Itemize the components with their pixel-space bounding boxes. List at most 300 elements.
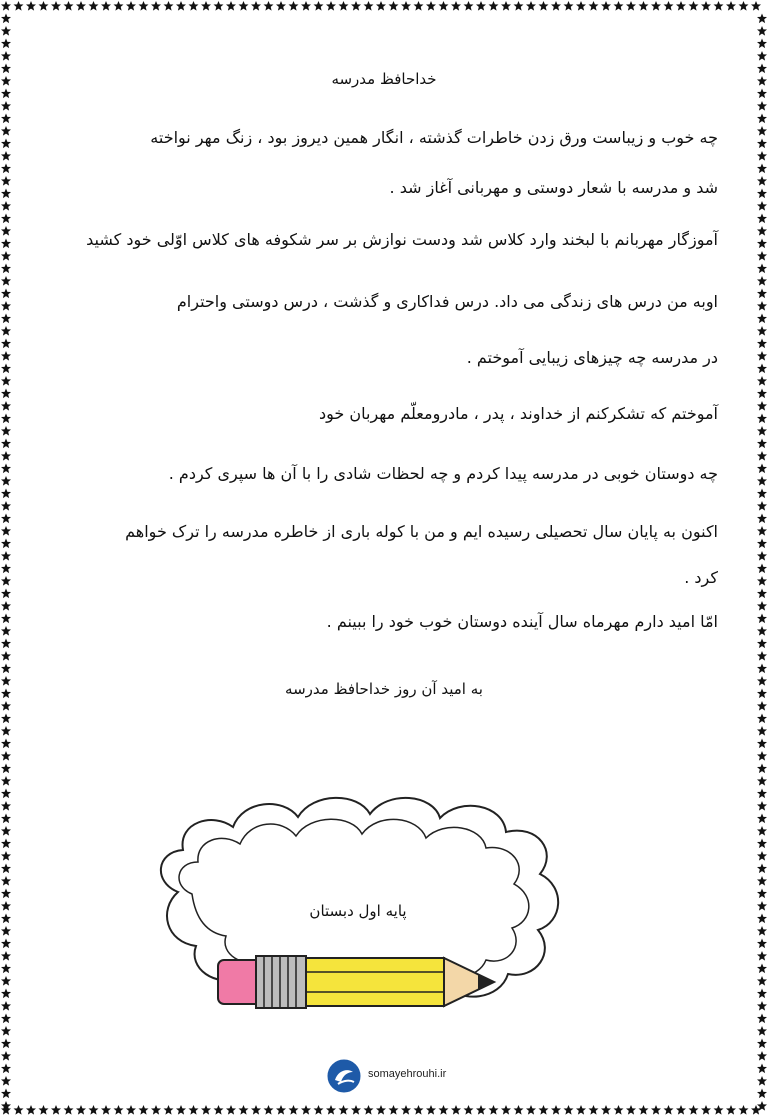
border-star	[739, 1, 749, 11]
border-star	[1, 789, 11, 799]
border-star	[576, 1105, 586, 1115]
border-star	[639, 1, 649, 11]
text-line-3: آموزگار مهربانم با لبخند وارد کلاس شد ودست نوازش بر سر شکوفه های کلاس اوّلی خود کشید	[86, 230, 718, 249]
border-star	[651, 1105, 661, 1115]
border-star	[1, 314, 11, 324]
border-star	[757, 951, 767, 961]
border-star	[757, 901, 767, 911]
border-star	[757, 26, 767, 36]
border-star	[264, 1, 274, 11]
border-star	[539, 1105, 549, 1115]
border-star	[514, 1105, 524, 1115]
border-star	[701, 1105, 711, 1115]
website-text: somayehrouhi.ir	[368, 1068, 447, 1080]
border-star	[1, 426, 11, 436]
border-star	[726, 1105, 736, 1115]
border-star	[51, 1105, 61, 1115]
border-star	[757, 1026, 767, 1036]
border-star	[757, 326, 767, 336]
border-star	[757, 114, 767, 124]
border-star	[414, 1105, 424, 1115]
border-star	[757, 701, 767, 711]
border-star	[1, 839, 11, 849]
border-star	[757, 964, 767, 974]
border-star	[1, 914, 11, 924]
border-star	[757, 414, 767, 424]
pencil-icon	[218, 956, 494, 1008]
border-star	[757, 889, 767, 899]
border-star	[757, 676, 767, 686]
border-star	[576, 1, 586, 11]
border-star	[1, 651, 11, 661]
border-star	[126, 1105, 136, 1115]
border-star	[757, 289, 767, 299]
border-star	[757, 89, 767, 99]
border-star	[757, 914, 767, 924]
border-star	[564, 1, 574, 11]
border-star	[1, 264, 11, 274]
border-star	[1, 226, 11, 236]
border-star	[201, 1, 211, 11]
border-star	[239, 1105, 249, 1115]
border-star	[1, 1, 11, 11]
border-star	[1, 139, 11, 149]
border-star	[714, 1, 724, 11]
border-star	[1, 764, 11, 774]
page-content	[40, 40, 728, 1080]
border-star	[757, 376, 767, 386]
border-star	[26, 1105, 36, 1115]
text-line-10: امّا امید دارم مهرماه سال آینده دوستان خوب خود را ببینم .	[326, 612, 718, 631]
border-star	[1, 589, 11, 599]
border-star	[757, 401, 767, 411]
border-star	[757, 139, 767, 149]
border-star	[1, 1014, 11, 1024]
border-star	[551, 1, 561, 11]
border-star	[664, 1105, 674, 1115]
border-star	[189, 1, 199, 11]
border-star	[1, 389, 11, 399]
border-star	[757, 751, 767, 761]
border-star	[1, 826, 11, 836]
border-star	[757, 1051, 767, 1061]
border-star	[1, 1051, 11, 1061]
border-star	[1, 1064, 11, 1074]
border-star	[189, 1105, 199, 1115]
border-star	[757, 264, 767, 274]
border-star	[114, 1105, 124, 1115]
border-star	[1, 701, 11, 711]
border-star	[639, 1105, 649, 1115]
border-star	[757, 789, 767, 799]
border-star	[464, 1105, 474, 1115]
border-star	[414, 1, 424, 11]
cloud-label: پایه اول دبستان	[309, 902, 407, 920]
border-star	[757, 476, 767, 486]
border-star	[757, 764, 767, 774]
border-star	[1, 376, 11, 386]
border-star	[164, 1, 174, 11]
border-star	[401, 1105, 411, 1115]
border-star	[289, 1, 299, 11]
border-star	[1, 976, 11, 986]
border-star	[526, 1105, 536, 1115]
border-star	[626, 1, 636, 11]
border-star	[757, 726, 767, 736]
border-star	[14, 1105, 24, 1115]
border-star	[351, 1, 361, 11]
border-star	[757, 814, 767, 824]
border-star	[551, 1105, 561, 1115]
border-star	[757, 1039, 767, 1049]
border-star	[489, 1, 499, 11]
border-star	[1, 239, 11, 249]
border-star	[757, 464, 767, 474]
border-star	[1, 364, 11, 374]
border-star	[89, 1, 99, 11]
border-star	[1, 176, 11, 186]
border-star	[139, 1105, 149, 1115]
border-star	[757, 1076, 767, 1086]
border-star	[1, 889, 11, 899]
border-star	[176, 1105, 186, 1115]
border-star	[301, 1, 311, 11]
border-star	[101, 1105, 111, 1115]
border-star	[451, 1105, 461, 1115]
border-star	[1, 776, 11, 786]
border-star	[526, 1, 536, 11]
border-star	[376, 1, 386, 11]
border-star	[757, 614, 767, 624]
border-star	[489, 1105, 499, 1115]
border-star	[39, 1, 49, 11]
border-star	[14, 1, 24, 11]
border-star	[389, 1105, 399, 1115]
border-star	[757, 1001, 767, 1011]
border-star	[1, 76, 11, 86]
border-star	[757, 451, 767, 461]
border-star	[757, 851, 767, 861]
border-star	[757, 776, 767, 786]
border-star	[1, 26, 11, 36]
border-star	[339, 1105, 349, 1115]
border-star	[476, 1105, 486, 1115]
border-star	[326, 1, 336, 11]
border-star	[601, 1105, 611, 1115]
border-star	[151, 1, 161, 11]
border-star	[439, 1, 449, 11]
border-star	[757, 689, 767, 699]
border-star	[101, 1, 111, 11]
border-star	[1, 564, 11, 574]
border-star	[757, 926, 767, 936]
border-star	[757, 1014, 767, 1024]
border-star	[1, 101, 11, 111]
border-star	[701, 1, 711, 11]
border-star	[264, 1105, 274, 1115]
border-star	[564, 1105, 574, 1115]
border-star	[614, 1, 624, 11]
border-star	[714, 1105, 724, 1115]
border-star	[1, 276, 11, 286]
border-star	[1, 576, 11, 586]
border-star	[214, 1105, 224, 1115]
border-star	[1, 714, 11, 724]
border-star	[1, 1026, 11, 1036]
border-star	[1, 289, 11, 299]
border-star	[676, 1, 686, 11]
border-star	[1, 614, 11, 624]
border-star	[757, 426, 767, 436]
border-star	[757, 839, 767, 849]
border-star	[757, 489, 767, 499]
border-star	[139, 1, 149, 11]
border-star	[301, 1105, 311, 1115]
border-star	[757, 714, 767, 724]
border-star	[1, 14, 11, 24]
border-star	[1, 351, 11, 361]
border-star	[1, 1001, 11, 1011]
border-star	[1, 126, 11, 136]
border-star	[1, 189, 11, 199]
border-star	[26, 1, 36, 11]
footer	[40, 1058, 728, 1098]
border-star	[426, 1105, 436, 1115]
border-star	[757, 864, 767, 874]
border-star	[1, 664, 11, 674]
border-star	[1, 814, 11, 824]
border-star	[239, 1, 249, 11]
border-star	[514, 1, 524, 11]
border-star	[226, 1, 236, 11]
border-star	[751, 1, 761, 11]
border-star	[276, 1105, 286, 1115]
border-star	[757, 526, 767, 536]
border-star	[676, 1105, 686, 1115]
border-star	[1, 51, 11, 61]
border-star	[757, 201, 767, 211]
text-line-6: آموختم که تشکرکنم از خداوند ، پدر ، مادرومعلّم مهربان خود	[319, 404, 718, 423]
border-star	[64, 1, 74, 11]
border-star	[757, 351, 767, 361]
border-star	[251, 1, 261, 11]
border-star	[439, 1105, 449, 1115]
border-star	[1, 1089, 11, 1099]
border-star	[757, 276, 767, 286]
border-star	[1, 964, 11, 974]
border-star	[757, 51, 767, 61]
border-star	[1, 876, 11, 886]
border-star	[1, 639, 11, 649]
border-star	[601, 1, 611, 11]
border-star	[757, 1064, 767, 1074]
border-star	[757, 639, 767, 649]
text-line-2: شد و مدرسه با شعار دوستی و مهربانی آغاز شد .	[389, 178, 718, 197]
text-line-1: چه خوب و زیباست ورق زدن خاطرات گذشته ، انگار همین دیروز بود ، زنگ مهر نواخته	[150, 128, 718, 147]
border-star	[1, 301, 11, 311]
border-star	[464, 1, 474, 11]
text-line-7: چه دوستان خوبی در مدرسه پیدا کردم و چه لحظات شادی را با آن ها سپری کردم .	[168, 464, 718, 483]
border-star	[1, 326, 11, 336]
border-star	[1, 739, 11, 749]
border-star	[1, 951, 11, 961]
border-star	[326, 1105, 336, 1115]
border-star	[757, 539, 767, 549]
border-star	[757, 576, 767, 586]
border-star	[1, 676, 11, 686]
border-star	[1, 526, 11, 536]
border-star	[1, 726, 11, 736]
border-star	[757, 301, 767, 311]
border-star	[1, 114, 11, 124]
border-star	[364, 1, 374, 11]
border-star	[757, 226, 767, 236]
border-star	[1, 539, 11, 549]
border-star	[1, 901, 11, 911]
cloud-shape	[148, 782, 568, 1012]
border-star	[1, 926, 11, 936]
border-star	[39, 1105, 49, 1115]
border-star	[757, 214, 767, 224]
text-line-8: اکنون به پایان سال تحصیلی رسیده ایم و من با کوله باری از خاطره مدرسه را ترک خواهم	[125, 522, 718, 541]
border-star	[589, 1, 599, 11]
border-star	[757, 651, 767, 661]
text-line-9: کرد .	[684, 568, 718, 587]
border-star	[451, 1, 461, 11]
border-star	[364, 1105, 374, 1115]
border-star	[1, 626, 11, 636]
border-star	[757, 514, 767, 524]
border-star	[226, 1105, 236, 1115]
border-star	[651, 1, 661, 11]
border-star	[757, 251, 767, 261]
border-star	[1, 751, 11, 761]
border-star	[339, 1, 349, 11]
document-title: خداحافظ مدرسه	[331, 70, 437, 88]
border-star	[164, 1105, 174, 1115]
border-star	[1, 414, 11, 424]
border-star	[757, 939, 767, 949]
border-star	[1, 151, 11, 161]
border-star	[757, 239, 767, 249]
border-star	[757, 501, 767, 511]
border-star	[1, 601, 11, 611]
border-star	[757, 189, 767, 199]
border-star	[757, 589, 767, 599]
border-star	[89, 1105, 99, 1115]
border-star	[476, 1, 486, 11]
border-star	[51, 1, 61, 11]
closing-line: به امید آن روز خداحافظ مدرسه	[285, 680, 483, 698]
cloud-illustration	[148, 782, 568, 1012]
border-star	[501, 1, 511, 11]
border-star	[757, 664, 767, 674]
border-star	[1, 439, 11, 449]
border-star	[1, 251, 11, 261]
border-star	[757, 1089, 767, 1099]
border-star	[589, 1105, 599, 1115]
border-star	[401, 1, 411, 11]
border-star	[426, 1, 436, 11]
border-star	[757, 126, 767, 136]
border-star	[1, 401, 11, 411]
border-star	[1, 89, 11, 99]
border-star	[1, 489, 11, 499]
border-star	[314, 1105, 324, 1115]
border-star	[689, 1, 699, 11]
border-star	[757, 314, 767, 324]
border-star	[1, 1076, 11, 1086]
border-star	[757, 564, 767, 574]
border-star	[726, 1, 736, 11]
border-star	[757, 551, 767, 561]
border-star	[626, 1105, 636, 1115]
border-star	[757, 164, 767, 174]
border-star	[1, 464, 11, 474]
border-star	[1, 451, 11, 461]
border-star	[114, 1, 124, 11]
border-star	[251, 1105, 261, 1115]
border-star	[501, 1105, 511, 1115]
border-star	[1, 339, 11, 349]
border-star	[757, 801, 767, 811]
border-star	[1, 1039, 11, 1049]
border-star	[739, 1105, 749, 1115]
border-star	[151, 1105, 161, 1115]
border-star	[1, 476, 11, 486]
border-star	[757, 339, 767, 349]
border-star	[289, 1105, 299, 1115]
border-star	[376, 1105, 386, 1115]
border-star	[664, 1, 674, 11]
border-star	[757, 176, 767, 186]
border-star	[757, 64, 767, 74]
site-logo-icon	[326, 1058, 362, 1094]
border-star	[389, 1, 399, 11]
border-star	[1, 989, 11, 999]
border-star	[1, 201, 11, 211]
border-star	[176, 1, 186, 11]
border-star	[757, 389, 767, 399]
border-star	[1, 939, 11, 949]
border-star	[76, 1105, 86, 1115]
border-star	[1, 801, 11, 811]
border-star	[201, 1105, 211, 1115]
border-star	[126, 1, 136, 11]
border-star	[757, 439, 767, 449]
border-star	[1, 851, 11, 861]
border-star	[1, 214, 11, 224]
text-line-5: در مدرسه چه چیزهای زیبایی آموختم .	[466, 348, 718, 367]
border-star	[314, 1, 324, 11]
border-star	[276, 1, 286, 11]
border-star	[757, 976, 767, 986]
border-star	[1, 39, 11, 49]
border-star	[757, 739, 767, 749]
border-star	[76, 1, 86, 11]
border-star	[351, 1105, 361, 1115]
border-star	[1, 689, 11, 699]
border-star	[539, 1, 549, 11]
text-line-4: اوبه من درس های زندگی می داد. درس فداکاری و گذشت ، درس دوستی واحترام	[176, 292, 718, 311]
border-star	[614, 1105, 624, 1115]
border-star	[757, 601, 767, 611]
border-star	[1, 501, 11, 511]
border-star	[757, 151, 767, 161]
border-star	[757, 101, 767, 111]
border-star	[757, 989, 767, 999]
border-star	[757, 826, 767, 836]
